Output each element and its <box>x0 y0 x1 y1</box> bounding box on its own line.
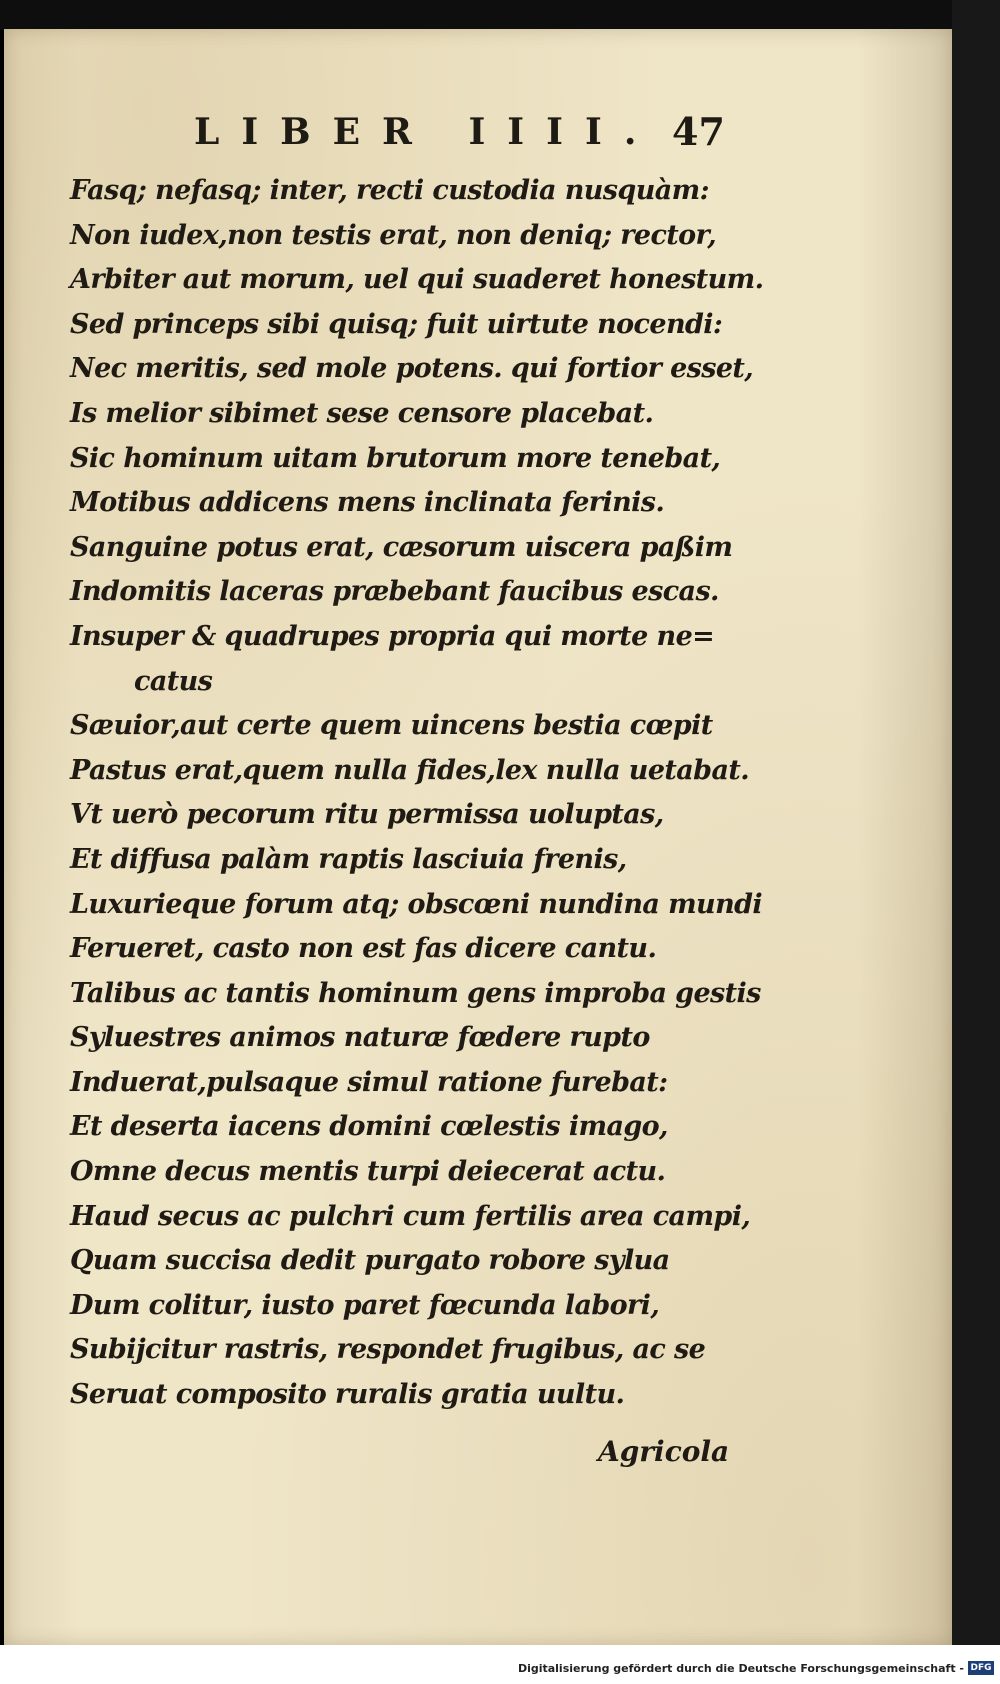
running-head: LIBER IIII. <box>194 111 659 153</box>
dfg-logo-icon: DFG <box>968 1661 994 1675</box>
verse-line: Sic hominum uitam brutorum more tenebat, <box>70 442 721 474</box>
catchword: Agricola <box>598 1435 730 1468</box>
credit-text: Digitalisierung gefördert durch die Deutsche Forschungsgemeinschaft - <box>517 1661 964 1675</box>
verse-line: Et deserta iacens domini cœlestis imago, <box>70 1111 668 1143</box>
verse-line: Sæuior,aut certe quem uincens bestia cœpit <box>70 710 713 742</box>
verse-text <box>70 169 764 1418</box>
funding-credit <box>518 1661 994 1675</box>
verse-line: catus <box>134 665 213 697</box>
verse-line: Quam succisa dedit purgato robore sylua <box>70 1245 670 1277</box>
verse-line: Seruat composito ruralis gratia uultu. <box>70 1379 625 1411</box>
verse-line: Dum colitur, iusto paret fœcunda labori, <box>70 1289 660 1321</box>
verse-line: Induerat,pulsaque simul ratione furebat: <box>70 1066 668 1098</box>
scan-top-margin <box>0 0 1000 30</box>
verse-line: Is melior sibimet sese censore placebat. <box>70 397 654 429</box>
credit-bar <box>0 1645 1000 1684</box>
verse-line: Nec meritis, sed mole potens. qui fortior esset, <box>70 353 754 385</box>
verse-line: Vt uerò pecorum ritu permissa uoluptas, <box>70 799 664 831</box>
verse-line: Indomitis laceras præbebant faucibus escas. <box>70 576 719 608</box>
verse-line: Subijcitur rastris, respondet frugibus, ac se <box>70 1334 706 1366</box>
verse-line: Fasq; nefasq; inter, recti custodia nusquàm: <box>70 175 709 206</box>
verse-line: Omne decus mentis turpi deiecerat actu. <box>70 1156 666 1188</box>
book-page <box>4 29 952 1645</box>
verse-line: Et diffusa palàm raptis lasciuia frenis, <box>70 843 627 875</box>
verse-line: Pastus erat,quem nulla fides,lex nulla uetabat. <box>70 754 750 786</box>
verse-line: Talibus ac tantis hominum gens improba gestis <box>70 977 761 1009</box>
verse-line: Insuper & quadrupes propria qui morte ne= <box>70 620 715 652</box>
page-number: 47 <box>672 109 725 154</box>
verse-line: Sanguine potus erat, cæsorum uiscera paßim <box>70 531 733 563</box>
verse-line: Arbiter aut morum, uel qui suaderet honestum. <box>70 264 764 296</box>
verse-line: Sed princeps sibi quisq; fuit uirtute nocendi: <box>70 308 723 340</box>
verse-line: Motibus addicens mens inclinata ferinis. <box>70 487 665 519</box>
verse-line: Luxurieque forum atq; obscœni nundina mundi <box>70 888 763 920</box>
scan-right-margin <box>952 0 1000 1684</box>
verse-line: Non iudex,non testis erat, non deniq; rector, <box>70 219 717 251</box>
verse-line: Ferueret, casto non est fas dicere cantu. <box>70 933 657 965</box>
verse-line: Syluestres animos naturæ fœdere rupto <box>70 1022 650 1054</box>
verse-line: Haud secus ac pulchri cum fertilis area campi, <box>70 1200 751 1232</box>
